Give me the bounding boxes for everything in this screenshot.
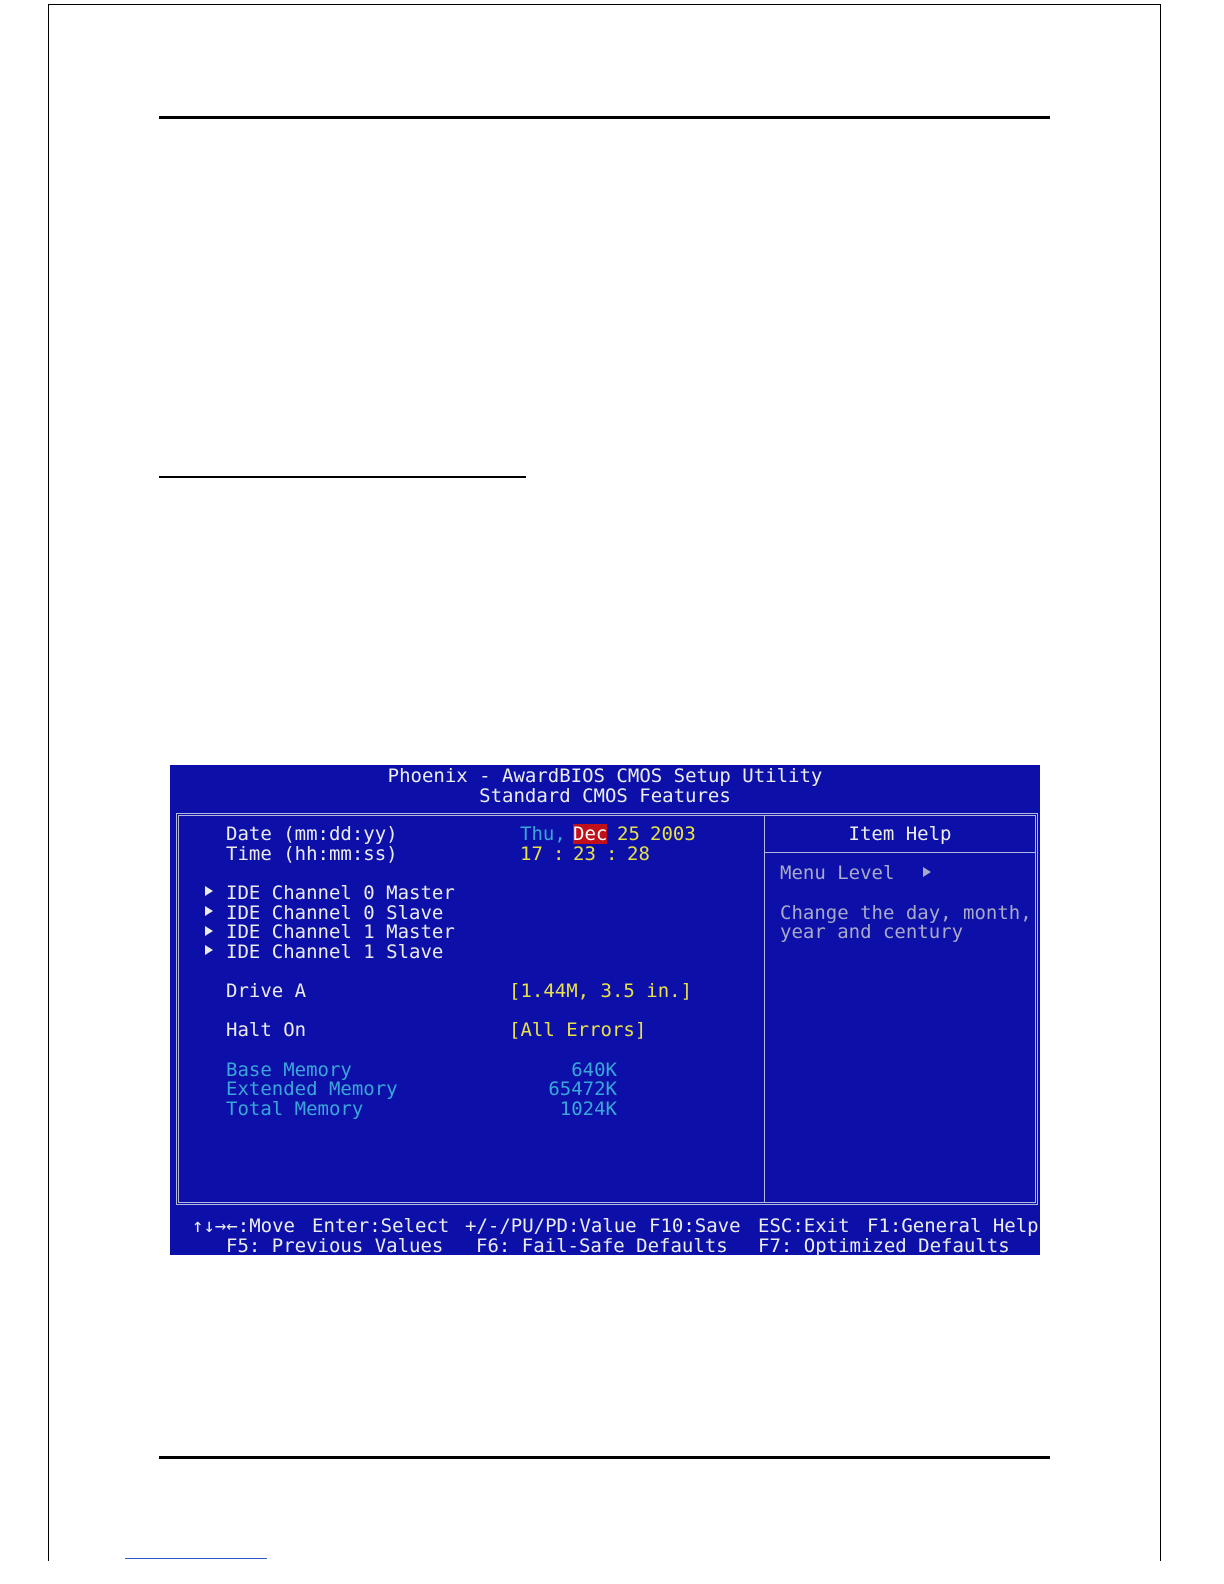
time-label: Time (hh:mm:ss) — [226, 843, 398, 865]
help-header-divider — [765, 852, 1035, 853]
extended-memory-label: Extended Memory — [226, 1078, 398, 1100]
bios-subtitle: Standard CMOS Features — [479, 785, 731, 807]
main-panel-frame — [176, 813, 1038, 1205]
bios-screen — [170, 765, 1040, 1255]
time-hours-field[interactable]: 17 — [520, 843, 543, 865]
menu-level-label: Menu Level — [780, 862, 895, 884]
halt-on-label: Halt On — [226, 1019, 307, 1041]
time-seconds-field[interactable]: 28 — [627, 843, 650, 865]
submenu-arrow-icon — [205, 945, 213, 955]
footer-enter-hint: Enter:Select — [312, 1215, 450, 1237]
panel-divider — [764, 816, 765, 1202]
total-memory-value: 1024K — [559, 1098, 617, 1120]
date-day-field[interactable]: 25 — [617, 823, 640, 845]
total-memory-label: Total Memory — [226, 1098, 364, 1120]
footer-previous-values-hint: F5: Previous Values — [226, 1235, 444, 1257]
section-underline — [159, 476, 526, 478]
date-label: Date (mm:dd:yy) — [226, 823, 398, 845]
submenu-ide-channel-0-slave[interactable]: IDE Channel 0 Slave — [226, 902, 444, 924]
footer-help-hint: F1:General Help — [867, 1215, 1039, 1237]
help-text-line-1: Change the day, month, — [780, 902, 1032, 924]
drive-a-label: Drive A — [226, 980, 307, 1002]
header-rule — [159, 116, 1050, 119]
footer-rule — [159, 1456, 1050, 1459]
footer-exit-hint: ESC:Exit — [758, 1215, 850, 1237]
submenu-ide-channel-1-slave[interactable]: IDE Channel 1 Slave — [226, 941, 444, 963]
drive-a-value[interactable]: [1.44M, 3.5 in.] — [509, 980, 693, 1002]
submenu-ide-channel-0-master[interactable]: IDE Channel 0 Master — [226, 882, 455, 904]
footer-save-hint: F10:Save — [649, 1215, 741, 1237]
extended-memory-value: 65472K — [548, 1078, 617, 1100]
submenu-arrow-icon — [205, 906, 213, 916]
time-separator: : — [553, 843, 565, 865]
date-year-field[interactable]: 2003 — [650, 823, 696, 845]
footer-move-hint: ↑↓→←:Move — [192, 1215, 295, 1237]
footer-value-hint: +/-/PU/PD:Value — [465, 1215, 637, 1237]
submenu-ide-channel-1-master[interactable]: IDE Channel 1 Master — [226, 921, 455, 943]
time-minutes-field[interactable]: 23 — [573, 843, 596, 865]
footer-fail-safe-hint: F6: Fail-Safe Defaults — [476, 1235, 728, 1257]
time-separator: : — [606, 843, 618, 865]
bios-title: Phoenix - AwardBIOS CMOS Setup Utility — [387, 765, 823, 787]
date-month-field[interactable]: Dec — [573, 823, 608, 845]
submenu-arrow-icon — [205, 926, 213, 936]
item-help-title: Item Help — [848, 823, 952, 845]
menu-level-arrow-icon — [923, 867, 931, 877]
help-text-line-2: year and century — [780, 921, 964, 943]
halt-on-value[interactable]: [All Errors] — [509, 1019, 647, 1041]
bottom-link-underline — [125, 1558, 267, 1559]
base-memory-label: Base Memory — [226, 1059, 352, 1081]
date-day-of-week: Thu, — [520, 823, 566, 845]
base-memory-value: 640K — [571, 1059, 617, 1081]
footer-optimized-hint: F7: Optimized Defaults — [758, 1235, 1010, 1257]
submenu-arrow-icon — [205, 886, 213, 896]
